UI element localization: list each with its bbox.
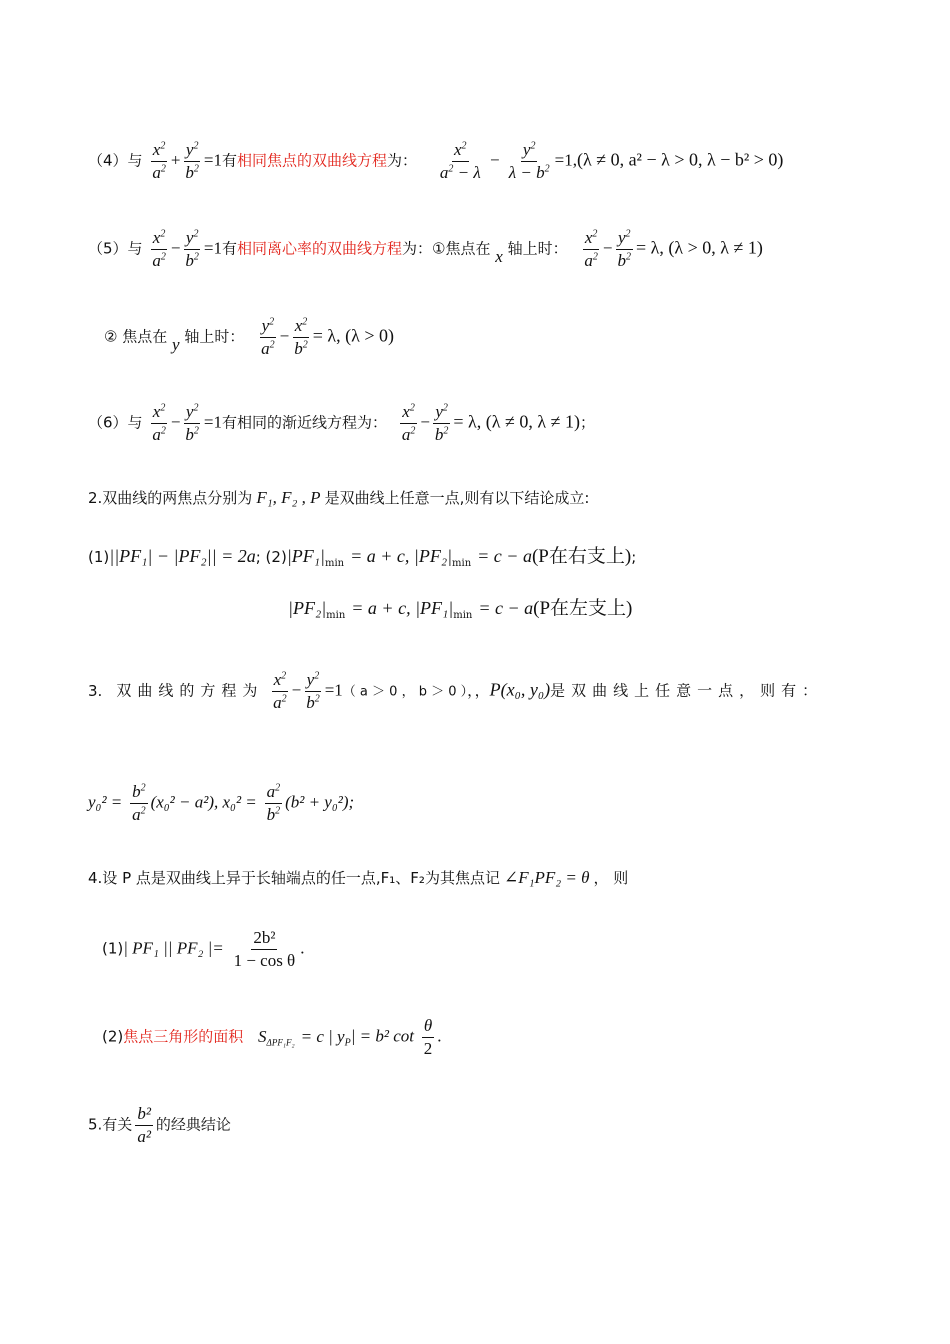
fraction-y2-lambda-b2: $\frac{y^2}{\lambda - b^2}$ [508, 140, 550, 182]
equals-one: =1 [203, 150, 223, 170]
fraction-x2-a2-lambda: $\frac{x^2}{a^2 - \lambda}$ [439, 140, 481, 182]
red-highlight-same-foci: 相同焦点的双曲线方程 [237, 151, 388, 170]
end-punct: . [437, 1026, 442, 1046]
equals-lambda-condition: = λ, (λ ≠ 0, λ ≠ 1) [453, 411, 580, 432]
angle-expression: ∠F₁PF₂ = θ [503, 868, 590, 887]
item-5-label: （5）与 [88, 239, 143, 258]
b2-cot-expression: | = b² cot [350, 1026, 414, 1046]
end-punct: ; [631, 548, 637, 566]
section-4-text-a: 4.设 P 点是双曲线上异于长轴端点的任一点,F₁、F₂为其焦点记 [88, 869, 500, 887]
fraction-y2-a2: $\frac{y^2}{a^2}$ [261, 316, 275, 358]
fraction-a2-b2: $\frac{a^2}{b^2}$ [266, 782, 281, 824]
fraction-x2-a2: $\frac{x^2}{a^2}$ [401, 402, 416, 444]
y-subscript: P [344, 1037, 351, 1049]
difference-formula: ||PF₁| − |PF₂|| = 2a [109, 546, 256, 566]
part-1-label: (1) [88, 548, 110, 566]
fraction-x2-a2: $\frac{x^2}{a^2}$ [152, 402, 166, 444]
fraction-denominator: a² [137, 1127, 151, 1146]
axis-text: 轴上时： [184, 327, 245, 346]
equals-one: =1 [324, 680, 343, 700]
c-y-expression: = c | y [300, 1026, 345, 1046]
fraction-x2-b2: $\frac{x^2}{b^2}$ [294, 316, 308, 358]
part-1-label: (1) [102, 939, 124, 958]
axis-text: 轴上时： [507, 239, 568, 258]
item-6-line: （6）与 $\frac{x^2}{a^2}$ − $\frac{y^2}{b^2}$ =1有相同的渐近线方程为： $\frac{x^2}{a^2}$ − $\frac{y^2}{b^2}$ = λ, (λ ≠ 0, λ ≠ 1)； [88, 402, 596, 444]
section-3-label: 3. [88, 681, 103, 700]
equals-one: =1 [203, 412, 223, 432]
item-4-line: （4）与 $\frac{x^2}{a^2}$ + $\frac{y^2}{b^2}$ =1有相同焦点的双曲线方程为： $\frac{x^2}{a^2 - \lambda}$ − $\frac{y^2}{\lambda - b^2}$ =1,(λ ≠ 0, a² − λ > 0, λ − b² > 0) [88, 140, 784, 182]
x0-a-expression: (x₀² − a²), x₀² = [150, 792, 257, 812]
item-5b-label: ② 焦点在 [104, 327, 168, 346]
section-5-text: 的经典结论 [155, 1115, 231, 1134]
have-text: 有 [222, 239, 238, 258]
product-expression: | PF₁ || PF₂ |= [123, 938, 224, 958]
right-branch-condition: (P在右支上) [531, 546, 632, 567]
fraction-b2-a2 [135, 1104, 153, 1147]
fraction-y2-b2: $\frac{y^2}{b^2}$ [185, 228, 199, 270]
red-highlight-focal-triangle-area: 焦点三角形的面积 [123, 1027, 244, 1046]
section-3-text-b: 是双曲线上任意一点，则有： [550, 681, 824, 700]
fraction-2b2-1-cos [232, 928, 298, 971]
section-3-formula [88, 782, 354, 825]
condition-expression: (λ ≠ 0, a² − λ > 0, λ − b² > 0) [576, 149, 784, 170]
fraction-x2-a2: $\frac{x^2}{a^2}$ [152, 140, 166, 182]
left-branch-condition: (P在左支上) [533, 598, 633, 619]
section-5-line [88, 1104, 231, 1147]
have-text: 有 [222, 151, 238, 170]
fraction-x2-a2: $\frac{x^2}{a^2}$ [152, 228, 166, 270]
y0-squared: y₀² = [88, 792, 123, 812]
comma-punct: ，， [467, 681, 490, 700]
equals-lambda-condition: = λ, (λ > 0, λ ≠ 1) [636, 237, 763, 258]
item-5-line: （5）与 $\frac{x^2}{a^2}$ − $\frac{y^2}{b^2}$ =1有相同离心率的双曲线方程为：①焦点在 x 轴上时： $\frac{x^2}{a^2}$ − $\frac{y^2}{b^2}$ = λ, (λ > 0, λ ≠ 1) [88, 228, 763, 270]
fraction-theta-2 [422, 1016, 435, 1059]
min-subscript: min [324, 558, 345, 569]
section-4-formula-2 [102, 1016, 442, 1059]
positivity-condition: （ a ＞ 0 ， b ＞ 0 ） [342, 684, 468, 700]
section-2-line [88, 488, 589, 508]
section-3-line: 3. 双曲线的方程为 $\frac{x^2}{a^2}$ − $\frac{y^2}{b^2}$ =1（ a ＞ 0 ， b ＞ 0 ），，P(x₀, y₀)是双曲线上任意一点，则有： [88, 670, 824, 712]
section-2-formula-1 [88, 546, 636, 569]
area-symbol: S [258, 1026, 267, 1046]
section-3-text-a: 双曲线的方程为 [116, 681, 264, 700]
axis-y: y [172, 334, 180, 354]
equals-one-comma: =1, [554, 150, 577, 170]
item-5b-line: ② 焦点在 y 轴上时： $\frac{y^2}{a^2}$ − $\frac{x^2}{b^2}$ = λ, (λ > 0) [104, 316, 394, 358]
foci-expression: F₁, F₂ , P [256, 488, 321, 507]
asymptote-text: 有相同的渐近线方程为： [222, 413, 388, 432]
section-4-formula-1 [102, 928, 304, 971]
fraction-y2-b2: $\frac{y^2}{b^2}$ [306, 670, 320, 712]
suffix-text: 为： [387, 151, 418, 170]
c-minus-a: = c − a [478, 598, 534, 618]
fraction-x2-a2: $\frac{x^2}{a^2}$ [584, 228, 598, 270]
section-5-label: 5.有关 [88, 1115, 133, 1134]
fraction-y2-b2: $\frac{y^2}{b^2}$ [185, 402, 199, 444]
end-punct: ； [580, 413, 596, 432]
fraction-y2-b2: $\frac{y^2}{b^2}$ [185, 140, 199, 182]
b-y0-expression: (b² + y₀²); [285, 792, 355, 812]
point-expression: P(x₀, y₀) [489, 679, 551, 700]
section-2-text-b: 是双曲线上任意一点,则有以下结论成立: [324, 489, 590, 507]
pf2-abs: |PF₂| [288, 598, 327, 618]
area-subscript: ΔPF₁F₂ [266, 1037, 295, 1048]
min-subscript: min [452, 558, 472, 569]
fraction-numerator: θ [422, 1016, 434, 1038]
fraction-x2-a2: $\frac{x^2}{a^2}$ [273, 670, 287, 712]
min-subscript: min [453, 610, 473, 621]
equals-one: =1 [203, 238, 223, 258]
pf1-abs: = a + c, |PF₁| [351, 598, 454, 618]
item-4-label: （4）与 [88, 151, 143, 170]
fraction-numerator: b² [135, 1104, 153, 1126]
fraction-denominator: 1 − cos θ [233, 951, 296, 970]
min-subscript: min [326, 610, 346, 621]
fraction-numerator: 2b² [251, 928, 277, 950]
part-2-label: ; (2) [255, 548, 287, 566]
axis-x: x [495, 246, 503, 266]
fraction-b2-a2: $\frac{b^2}{a^2}$ [132, 782, 146, 824]
end-punct: . [300, 938, 305, 958]
suffix-text: 为：①焦点在 [402, 239, 491, 258]
fraction-y2-b2: $\frac{y^2}{b^2}$ [617, 228, 631, 270]
section-2-formula-2 [288, 598, 632, 621]
pf2-abs: = a + c, |PF₂| [350, 546, 453, 566]
section-4-text-b: ， 则 [593, 869, 629, 887]
red-highlight-same-eccentricity: 相同离心率的双曲线方程 [237, 239, 403, 258]
fraction-y2-b2: $\frac{y^2}{b^2}$ [434, 402, 449, 444]
section-4-line [88, 868, 628, 888]
fraction-denominator: 2 [423, 1039, 433, 1058]
equals-lambda-condition: = λ, (λ > 0) [312, 325, 394, 346]
item-6-label: （6）与 [88, 413, 143, 432]
part-2-label: (2) [102, 1027, 124, 1046]
c-minus-a: = c − a [477, 546, 532, 566]
pf1-abs: |PF₁| [286, 546, 325, 566]
section-2-text-a: 2.双曲线的两焦点分别为 [88, 489, 253, 507]
